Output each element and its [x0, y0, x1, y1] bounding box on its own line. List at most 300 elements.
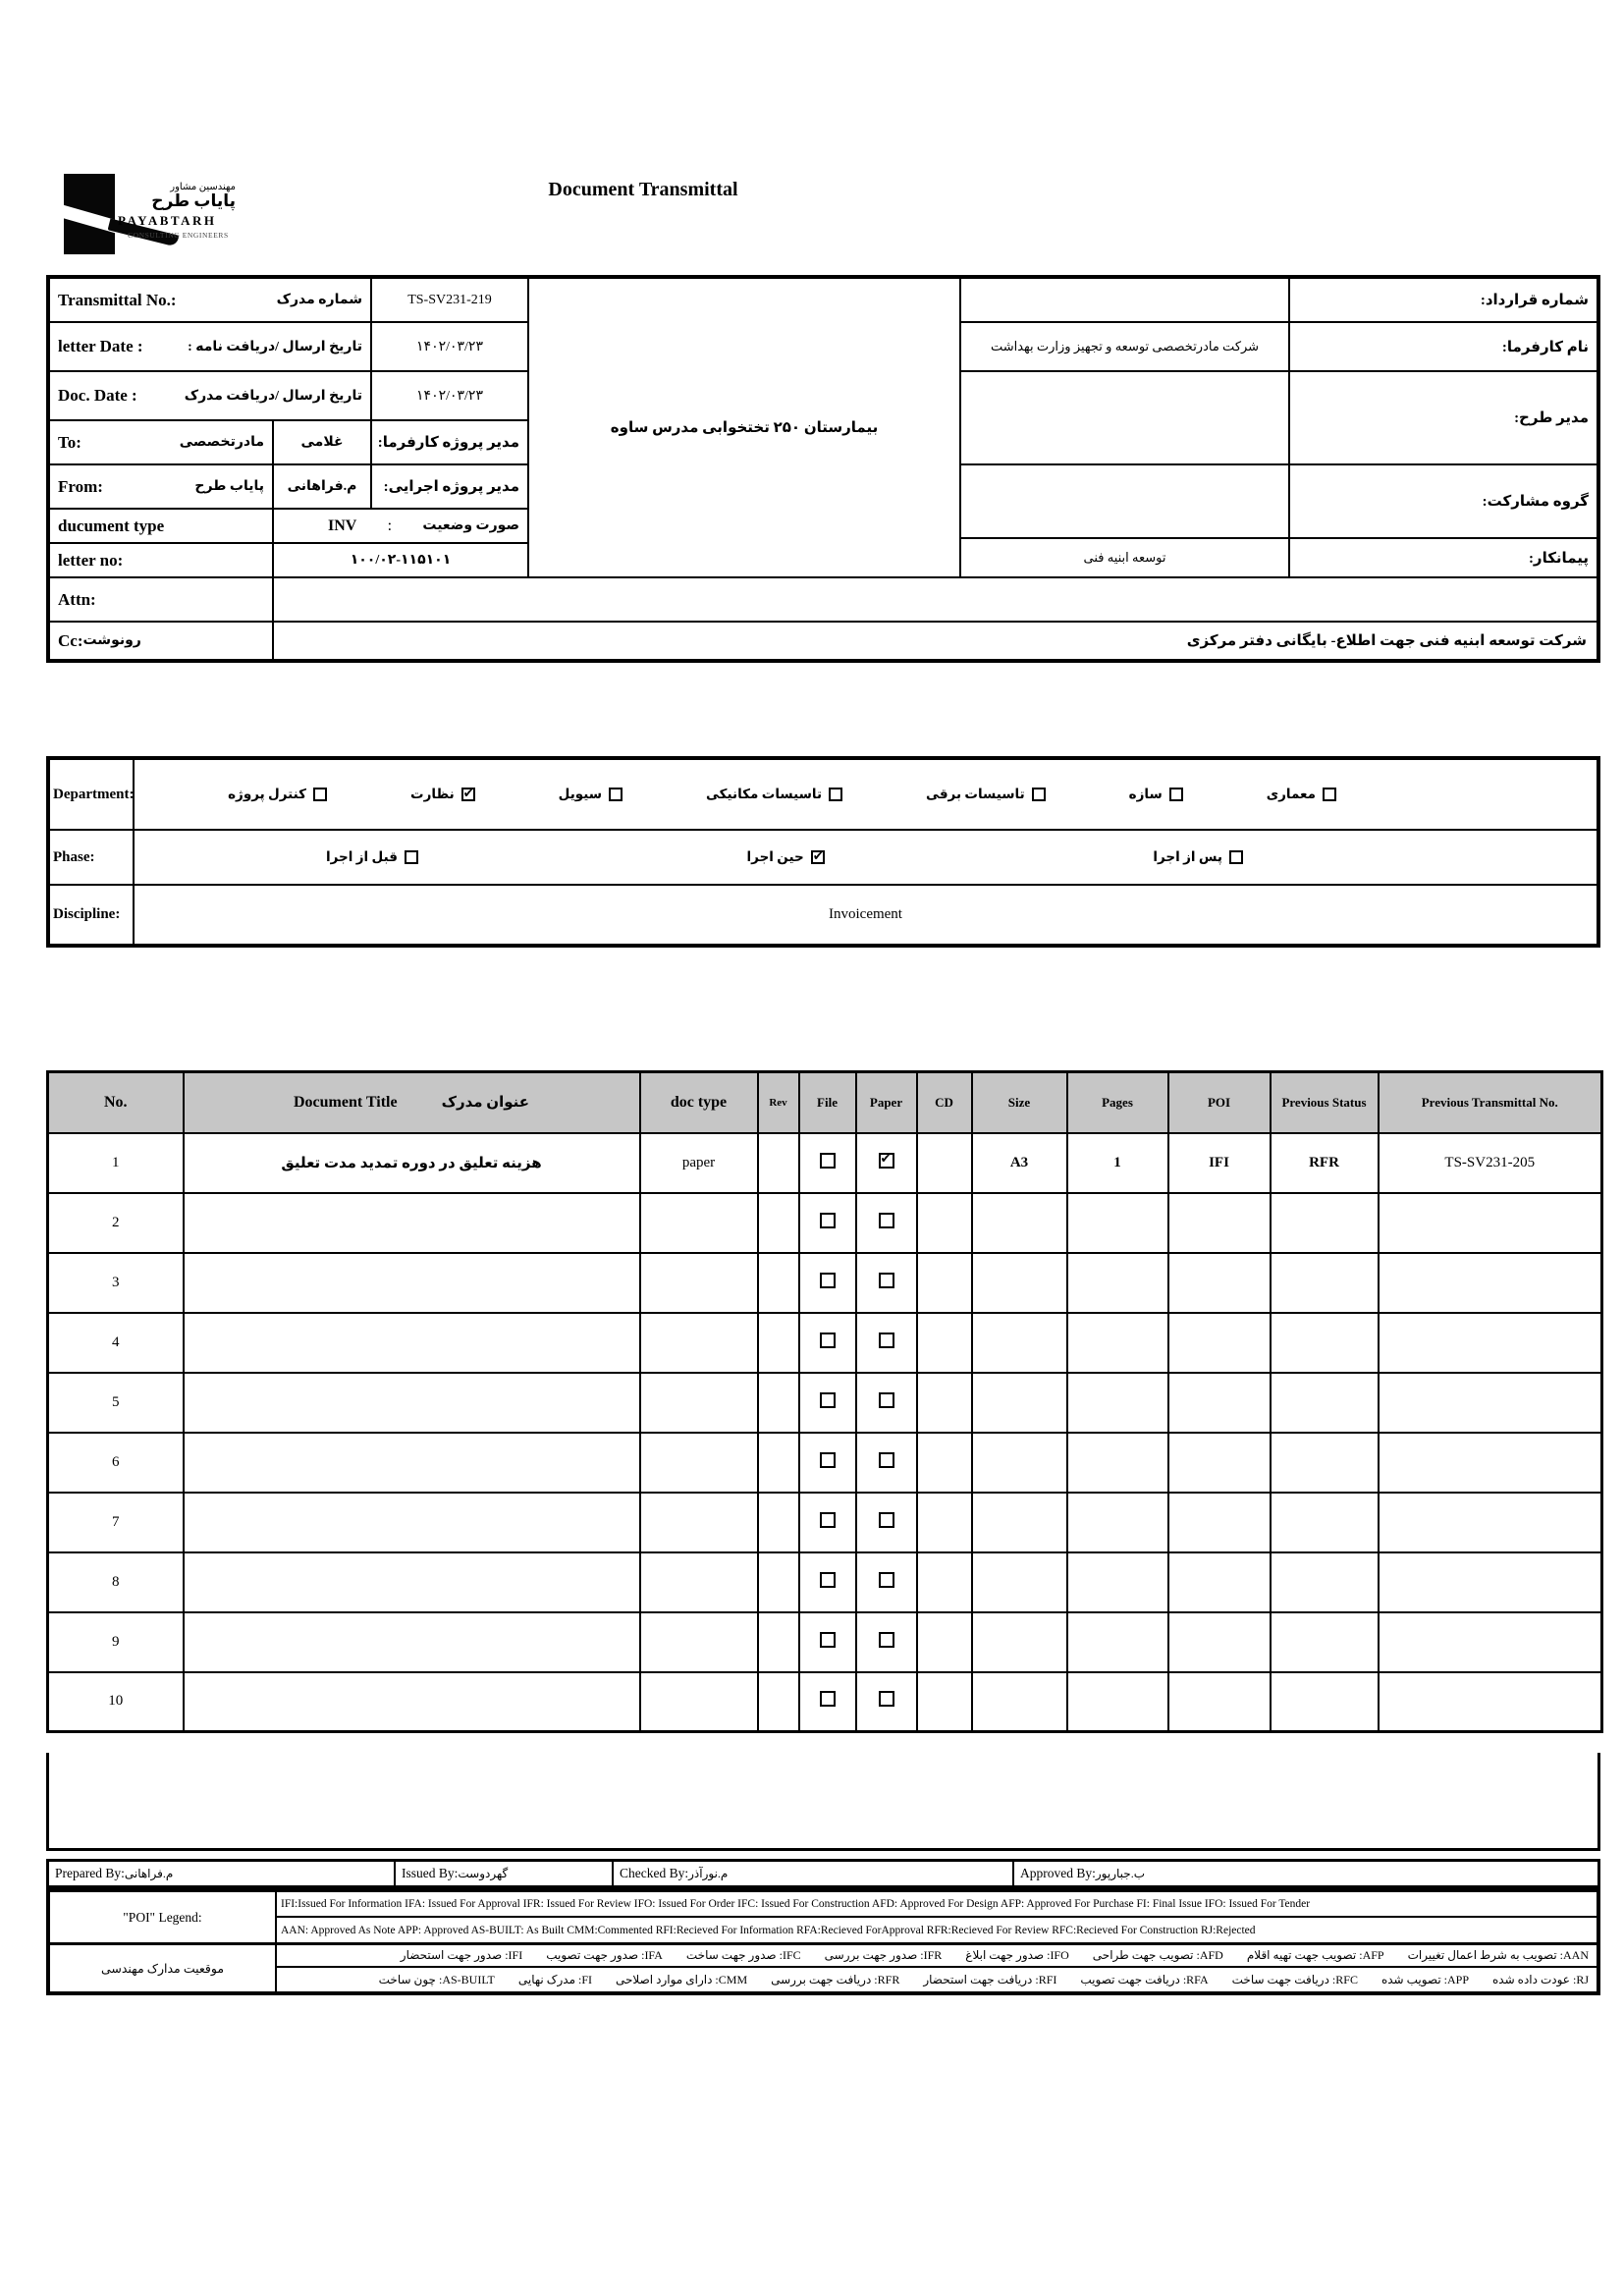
from-role-label: مدیر پروژه اجرایی:: [371, 464, 528, 509]
doc-row-doc-type: [640, 1253, 758, 1313]
poi-legend-code: CMM: [718, 1972, 748, 1986]
from-value-fa: پایاب طرح: [194, 479, 264, 494]
header-right-label: گروه مشارکت:: [1289, 464, 1597, 538]
poi-legend-code: AS-BUILT: [442, 1972, 495, 1986]
doc-row-no: 1: [48, 1133, 184, 1193]
poi-legend-code: IFC: [782, 1948, 801, 1962]
signature-row: [46, 1859, 1600, 1888]
doc-row-pages: [1067, 1253, 1168, 1313]
doc-row-cd: [917, 1493, 972, 1552]
doc-row-cd: [917, 1552, 972, 1612]
department-row: [49, 759, 1597, 830]
file-checkbox[interactable]: [820, 1691, 836, 1707]
paper-checkbox[interactable]: [879, 1392, 894, 1408]
poi-legend-fa-item: RFR: دریافت جهت بررسی: [771, 1972, 900, 1986]
phase-checkbox[interactable]: [405, 850, 418, 864]
doc-row-no: 2: [48, 1193, 184, 1253]
doc-row-pages: 1: [1067, 1133, 1168, 1193]
doc-row-poi: IFI: [1168, 1133, 1271, 1193]
poi-legend-fa-item: APP: تصویب شده: [1380, 1972, 1470, 1986]
doc-row-size: [972, 1493, 1067, 1552]
poi-legend-en-line1: IFI:Issued For Information IFA: Issued For Approval IFR: Issued For Review IFO: Issued For Order IFC: Issued For Construction AFD: Approved For Design AFP: Approved For Purchase FI: Final Issue IFO: Issued For Tender: [276, 1891, 1597, 1917]
department-checkbox[interactable]: [829, 788, 842, 801]
doc-row-pages: [1067, 1552, 1168, 1612]
discipline-value: Invoicement: [134, 885, 1597, 945]
doc-row-title: [184, 1552, 640, 1612]
document-table-row: [48, 1433, 1602, 1493]
poi-legend-code: IFI: [508, 1948, 523, 1962]
doc-row-size: [972, 1313, 1067, 1373]
document-table-row: [48, 1253, 1602, 1313]
department-checkbox[interactable]: [313, 788, 327, 801]
doc-row-cd: [917, 1193, 972, 1253]
doc-row-file-cell: [799, 1552, 856, 1612]
signature-label: Prepared By:: [55, 1866, 125, 1880]
department-checkbox[interactable]: [1323, 788, 1336, 801]
header-right-value: شرکت مادرتخصصی توسعه و تجهیز وزارت بهداشت: [960, 322, 1289, 371]
doc-row-doc-type: [640, 1612, 758, 1672]
col-header-title-en: Document Title: [293, 1093, 398, 1111]
doc-row-pages: [1067, 1433, 1168, 1493]
to-value-fa: مادرتخصصی: [179, 435, 264, 450]
doc-row-prev-transmittal: [1379, 1612, 1602, 1672]
col-header-prev-transmittal: Previous Transmittal No.: [1379, 1072, 1602, 1133]
department-checkbox-checked[interactable]: [461, 788, 475, 801]
poi-legend-fa-item: RFC: دریافت جهت ساخت: [1231, 1972, 1358, 1986]
doc-row-doc-type: [640, 1373, 758, 1433]
doc-date-label-fa: تاریخ ارسال /دریافت مدرک: [184, 388, 362, 404]
doc-row-no: 7: [48, 1493, 184, 1552]
paper-checkbox[interactable]: [879, 1572, 894, 1588]
doc-row-cd: [917, 1612, 972, 1672]
department-option: [228, 787, 327, 802]
doc-row-paper-cell: [856, 1133, 917, 1193]
doc-type-label-fa: صورت وضعیت: [422, 518, 519, 533]
department-option-label: سیویل: [558, 787, 603, 801]
doc-row-prev-status: [1271, 1373, 1379, 1433]
document-table-header-row: [48, 1072, 1602, 1133]
document-table-row: [48, 1493, 1602, 1552]
attn-label: Attn:: [58, 589, 96, 609]
department-option: [1129, 787, 1183, 802]
doc-row-doc-type: paper: [640, 1133, 758, 1193]
doc-row-prev-status: [1271, 1253, 1379, 1313]
doc-row-prev-status: [1271, 1493, 1379, 1552]
poi-legend-code: AAN: [1563, 1948, 1589, 1962]
department-option-label: کنترل پروژه: [228, 787, 307, 801]
doc-row-size: [972, 1193, 1067, 1253]
poi-legend-fa-label: موقعیت مدارک مهندسی: [49, 1943, 276, 1992]
header-right-row: [960, 371, 1597, 464]
doc-row-poi: [1168, 1493, 1271, 1552]
doc-row-no: 8: [48, 1552, 184, 1612]
header-right-value: توسعه ابنیه فنی: [960, 538, 1289, 577]
col-header-pages: Pages: [1067, 1072, 1168, 1133]
brand-en-subtitle: CONSULTING ENGINEERS: [128, 230, 229, 240]
to-label: To:: [58, 432, 81, 452]
document-table-row: [48, 1612, 1602, 1672]
letter-no-label: letter no:: [58, 550, 124, 570]
doc-row-cd: [917, 1672, 972, 1732]
doc-row-doc-type: [640, 1433, 758, 1493]
signature-name: گهردوست: [458, 1866, 509, 1880]
doc-row-doc-type: [640, 1493, 758, 1552]
signature-label: Issued By:: [402, 1866, 459, 1880]
department-option: [410, 787, 475, 802]
poi-legend-table: [46, 1888, 1600, 1995]
doc-row-file-cell: [799, 1433, 856, 1493]
doc-row-paper-cell: [856, 1493, 917, 1552]
doc-row-pages: [1067, 1313, 1168, 1373]
doc-row-prev-transmittal: [1379, 1253, 1602, 1313]
letter-date-label-cell: [49, 322, 371, 371]
poi-legend-code: IFO: [1050, 1948, 1069, 1962]
department-option-label: تاسیسات برقی: [926, 787, 1025, 801]
header-right-row: [960, 278, 1597, 322]
discipline-label: Discipline:: [49, 885, 134, 945]
doc-row-doc-type: [640, 1672, 758, 1732]
logo-swoosh-icon: [64, 201, 115, 242]
file-checkbox[interactable]: [820, 1452, 836, 1468]
document-table-row: [48, 1672, 1602, 1732]
doc-row-file-cell: [799, 1672, 856, 1732]
doc-row-file-cell: [799, 1133, 856, 1193]
doc-row-pages: [1067, 1493, 1168, 1552]
paper-checkbox[interactable]: [879, 1452, 894, 1468]
document-table-row: [48, 1552, 1602, 1612]
doc-row-title: هزینه تعلیق در دوره تمدید مدت تعلیق: [184, 1133, 640, 1193]
paper-checkbox[interactable]: [879, 1512, 894, 1528]
col-header-poi: POI: [1168, 1072, 1271, 1133]
doc-row-file-cell: [799, 1193, 856, 1253]
doc-row-paper-cell: [856, 1433, 917, 1493]
header-right-rows: [960, 278, 1597, 577]
doc-row-size: [972, 1253, 1067, 1313]
doc-row-cd: [917, 1313, 972, 1373]
doc-row-prev-transmittal: [1379, 1493, 1602, 1552]
letter-date-label-fa: تاریخ ارسال /دریافت نامه :: [188, 339, 362, 354]
brand-en-name: PAYABTARH: [118, 212, 217, 228]
signature-label: Checked By:: [620, 1866, 689, 1880]
doc-row-cd: [917, 1253, 972, 1313]
doc-row-prev-transmittal: [1379, 1552, 1602, 1612]
attn-value-cell: [273, 577, 1597, 622]
phase-options: [134, 830, 1597, 885]
doc-row-pages: [1067, 1193, 1168, 1253]
header-right-label: مدیر طرح:: [1289, 371, 1597, 464]
document-table-row: [48, 1373, 1602, 1433]
col-header-doc-type: doc type: [640, 1072, 758, 1133]
doc-row-no: 6: [48, 1433, 184, 1493]
doc-row-prev-transmittal: [1379, 1433, 1602, 1493]
poi-legend-fa-item: CMM: دارای موارد اصلاحی: [616, 1972, 748, 1986]
cc-label-cell: [49, 622, 273, 660]
brand-fa-name: پایاب طرح: [151, 191, 236, 210]
doc-row-paper-cell: [856, 1552, 917, 1612]
phase-label: Phase:: [49, 830, 134, 885]
doc-date-value: ۱۴۰۲/۰۳/۲۳: [371, 371, 528, 420]
doc-row-doc-type: [640, 1193, 758, 1253]
doc-row-rev: [758, 1373, 799, 1433]
poi-legend-fa-item: AS-BUILT: چون ساخت: [378, 1972, 495, 1986]
col-header-title-fa: عنوان مدرک: [441, 1095, 530, 1112]
doc-table-body: [48, 1133, 1602, 1732]
doc-row-title: [184, 1253, 640, 1313]
poi-legend-label: "POI" Legend:: [49, 1891, 276, 1943]
department-option: [706, 787, 842, 802]
doc-row-poi: [1168, 1433, 1271, 1493]
doc-row-cd: [917, 1433, 972, 1493]
paper-checkbox[interactable]: [879, 1333, 894, 1348]
transmittal-no-label-fa: شماره مدرک: [276, 293, 362, 307]
to-role-label: مدیر پروژه کارفرما:: [371, 420, 528, 464]
header-right-value: [960, 464, 1289, 538]
doc-row-file-cell: [799, 1313, 856, 1373]
from-person-name: م.فراهانی: [273, 464, 371, 509]
signature-cell: [613, 1861, 1013, 1886]
phase-option: [747, 849, 825, 865]
paper-checkbox[interactable]: [879, 1273, 894, 1288]
paper-checkbox[interactable]: [879, 1632, 894, 1648]
cc-value: شرکت توسعه ابنیه فنی جهت اطلاع- بایگانی دفتر مرکزی: [273, 622, 1597, 660]
doc-row-rev: [758, 1313, 799, 1373]
signature-cell: [395, 1861, 613, 1886]
department-options: [134, 759, 1597, 830]
letter-no-value: ۱۰۰/۰۲-۱۱۵۱۰۱: [273, 543, 528, 577]
header-right-row: [960, 464, 1597, 538]
poi-legend-fa-item: RJ: عودت داده شده: [1492, 1972, 1589, 1986]
col-header-size: Size: [972, 1072, 1067, 1133]
doc-row-size: [972, 1672, 1067, 1732]
poi-legend-code: RFR: [877, 1972, 900, 1986]
department-checkbox[interactable]: [609, 788, 623, 801]
doc-row-paper-cell: [856, 1373, 917, 1433]
doc-row-file-cell: [799, 1612, 856, 1672]
project-name-cell: بیمارستان ۲۵۰ تختخوابی مدرس ساوه: [528, 278, 960, 577]
document-table-row: [48, 1133, 1602, 1193]
file-checkbox[interactable]: [820, 1213, 836, 1228]
poi-legend-code: IFR: [923, 1948, 943, 1962]
doc-row-no: 5: [48, 1373, 184, 1433]
doc-row-no: 4: [48, 1313, 184, 1373]
department-checkbox[interactable]: [1032, 788, 1046, 801]
department-option: [559, 787, 623, 802]
letter-no-label-cell: [49, 543, 273, 577]
cc-label-fa: رونوشت: [82, 633, 141, 648]
phase-option-label: حین اجرا: [746, 849, 804, 864]
company-logo-icon: [64, 174, 115, 254]
doc-row-poi: [1168, 1672, 1271, 1732]
department-checkbox[interactable]: [1169, 788, 1183, 801]
department-option: [1267, 787, 1336, 802]
poi-legend-fa-line1: [276, 1943, 1597, 1967]
letter-date-label-en: letter Date :: [58, 337, 143, 355]
doc-row-rev: [758, 1433, 799, 1493]
poi-legend-fa-item: AFP: تصویب جهت تهیه اقلام: [1246, 1948, 1384, 1962]
phase-checkbox-checked[interactable]: [811, 850, 825, 864]
file-checkbox[interactable]: [820, 1572, 836, 1588]
transmittal-no-label-cell: [49, 278, 371, 322]
cc-label-en: Cc:: [58, 630, 83, 650]
poi-legend-fa-item: IFC: صدور جهت ساخت: [685, 1948, 801, 1962]
doc-row-prev-transmittal: [1379, 1193, 1602, 1253]
poi-legend-fa-item: RFA: دریافت جهت تصویب: [1080, 1972, 1209, 1986]
doc-row-paper-cell: [856, 1612, 917, 1672]
file-checkbox[interactable]: [820, 1392, 836, 1408]
phase-option: [326, 849, 418, 865]
file-checkbox[interactable]: [820, 1273, 836, 1288]
header-right-value: [960, 371, 1289, 464]
poi-legend-code: APP: [1447, 1972, 1470, 1986]
doc-type-colon: :: [387, 517, 393, 534]
doc-row-cd: [917, 1133, 972, 1193]
doc-row-paper-cell: [856, 1253, 917, 1313]
doc-row-prev-status: [1271, 1552, 1379, 1612]
poi-legend-fa-item: IFO: صدور جهت ابلاغ: [965, 1948, 1069, 1962]
paper-checkbox[interactable]: [879, 1213, 894, 1228]
department-option: [926, 787, 1046, 802]
doc-row-title: [184, 1433, 640, 1493]
doc-row-size: [972, 1612, 1067, 1672]
document-table-empty-area: [46, 1753, 1600, 1851]
doc-date-label-cell: [49, 371, 371, 420]
discipline-row: [49, 885, 1597, 945]
brand-fa-tagline: مهندسین مشاور: [170, 182, 236, 192]
poi-legend-code: AFP: [1362, 1948, 1384, 1962]
department-label: Department:: [49, 759, 134, 830]
col-header-prev-status: Previous Status: [1271, 1072, 1379, 1133]
document-table-row: [48, 1193, 1602, 1253]
doc-row-prev-transmittal: [1379, 1313, 1602, 1373]
doc-row-doc-type: [640, 1313, 758, 1373]
to-person-name: غلامی: [273, 420, 371, 464]
doc-type-value-cell: [273, 509, 528, 543]
doc-row-paper-cell: [856, 1672, 917, 1732]
doc-row-rev: [758, 1193, 799, 1253]
signature-cell: [48, 1861, 395, 1886]
doc-type-label: ducument type: [58, 516, 165, 535]
doc-row-no: 10: [48, 1672, 184, 1732]
from-cell: [49, 464, 273, 509]
poi-legend-code: FI: [581, 1972, 593, 1986]
poi-legend-code: RFC: [1335, 1972, 1358, 1986]
doc-row-paper-cell: [856, 1313, 917, 1373]
transmittal-no-value: TS-SV231-219: [371, 278, 528, 322]
poi-legend-fa-item: IFA: صدور جهت تصویب: [546, 1948, 663, 1962]
signature-name: م.فراهانی: [124, 1866, 174, 1880]
header-right-row: [960, 322, 1597, 371]
company-branding: [118, 182, 236, 240]
paper-checkbox-checked[interactable]: [879, 1153, 894, 1169]
doc-row-title: [184, 1373, 640, 1433]
col-header-cd: CD: [917, 1072, 972, 1133]
department-option-label: نظارت: [410, 787, 455, 801]
from-label: From:: [58, 476, 103, 496]
poi-legend-fa-item: RFI: دریافت جهت استحضار: [923, 1972, 1057, 1986]
department-option-label: سازه: [1128, 787, 1163, 801]
doc-row-poi: [1168, 1253, 1271, 1313]
file-checkbox[interactable]: [820, 1153, 836, 1169]
poi-legend-fa-item: FI: مدرک نهایی: [517, 1972, 593, 1986]
doc-row-title: [184, 1672, 640, 1732]
doc-row-pages: [1067, 1612, 1168, 1672]
doc-row-poi: [1168, 1612, 1271, 1672]
poi-legend-code: IFA: [644, 1948, 663, 1962]
department-option-label: تاسیسات مکانیکی: [706, 787, 823, 801]
letter-date-value: ۱۴۰۲/۰۳/۲۳: [371, 322, 528, 371]
doc-row-rev: [758, 1493, 799, 1552]
doc-row-size: A3: [972, 1133, 1067, 1193]
doc-row-poi: [1168, 1552, 1271, 1612]
header-right-label: شماره قرارداد:: [1289, 278, 1597, 322]
col-header-paper: Paper: [856, 1072, 917, 1133]
to-cell: [49, 420, 273, 464]
doc-row-title: [184, 1193, 640, 1253]
poi-legend-fa-item: AFD: تصویب جهت طراحی: [1092, 1948, 1223, 1962]
file-checkbox[interactable]: [820, 1512, 836, 1528]
header-right-label: پیمانکار:: [1289, 538, 1597, 577]
document-table-row: [48, 1313, 1602, 1373]
doc-row-size: [972, 1373, 1067, 1433]
poi-legend-code: AFD: [1199, 1948, 1223, 1962]
phase-row: [49, 830, 1597, 885]
attn-label-cell: [49, 577, 273, 622]
doc-row-size: [972, 1552, 1067, 1612]
doc-row-title: [184, 1313, 640, 1373]
col-header-file: File: [799, 1072, 856, 1133]
paper-checkbox[interactable]: [879, 1691, 894, 1707]
poi-legend-en-line2: AAN: Approved As Note APP: Approved AS-BUILT: As Built CMM:Commented RFI:Recieved For Information RFA:Recieved ForApproval RFR:Recieved For Review RFC:Recieved For Construction RJ:Rejected: [276, 1917, 1597, 1943]
doc-row-poi: [1168, 1193, 1271, 1253]
file-checkbox[interactable]: [820, 1333, 836, 1348]
doc-row-poi: [1168, 1373, 1271, 1433]
doc-type-label-cell: [49, 509, 273, 543]
header-table: [46, 275, 1600, 663]
col-header-rev: Rev: [758, 1072, 799, 1133]
poi-legend-fa-item: AAN: تصویب به شرط اعمال تغییرات: [1407, 1948, 1589, 1962]
header-right-value: [960, 278, 1289, 322]
doc-row-paper-cell: [856, 1193, 917, 1253]
poi-legend-fa-item: IFR: صدور جهت بررسی: [824, 1948, 943, 1962]
phase-checkbox[interactable]: [1229, 850, 1243, 864]
doc-row-title: [184, 1493, 640, 1552]
signature-label: Approved By:: [1020, 1866, 1096, 1880]
poi-legend-fa-line2: [276, 1967, 1597, 1992]
poi-legend-fa-item: IFI: صدور جهت استحضار: [400, 1948, 523, 1962]
doc-row-poi: [1168, 1313, 1271, 1373]
phase-option-label: پس از اجرا: [1153, 849, 1222, 864]
poi-legend-code: RFI: [1038, 1972, 1057, 1986]
transmittal-no-label-en: Transmittal No.:: [58, 290, 177, 309]
doc-row-prev-status: [1271, 1433, 1379, 1493]
department-option-label: معماری: [1266, 787, 1316, 801]
doc-row-doc-type: [640, 1552, 758, 1612]
file-checkbox[interactable]: [820, 1632, 836, 1648]
header-right-label: نام کارفرما:: [1289, 322, 1597, 371]
doc-row-rev: [758, 1253, 799, 1313]
doc-row-prev-transmittal: TS-SV231-205: [1379, 1133, 1602, 1193]
document-table: [46, 1070, 1603, 1733]
signature-name: م.نورآذر: [688, 1866, 729, 1880]
col-header-no: No.: [48, 1072, 184, 1133]
doc-row-prev-status: RFR: [1271, 1133, 1379, 1193]
doc-row-title: [184, 1612, 640, 1672]
phase-option: [1153, 849, 1243, 865]
page-title: Document Transmittal: [548, 179, 738, 200]
doc-row-file-cell: [799, 1373, 856, 1433]
doc-row-file-cell: [799, 1493, 856, 1552]
doc-row-no: 3: [48, 1253, 184, 1313]
